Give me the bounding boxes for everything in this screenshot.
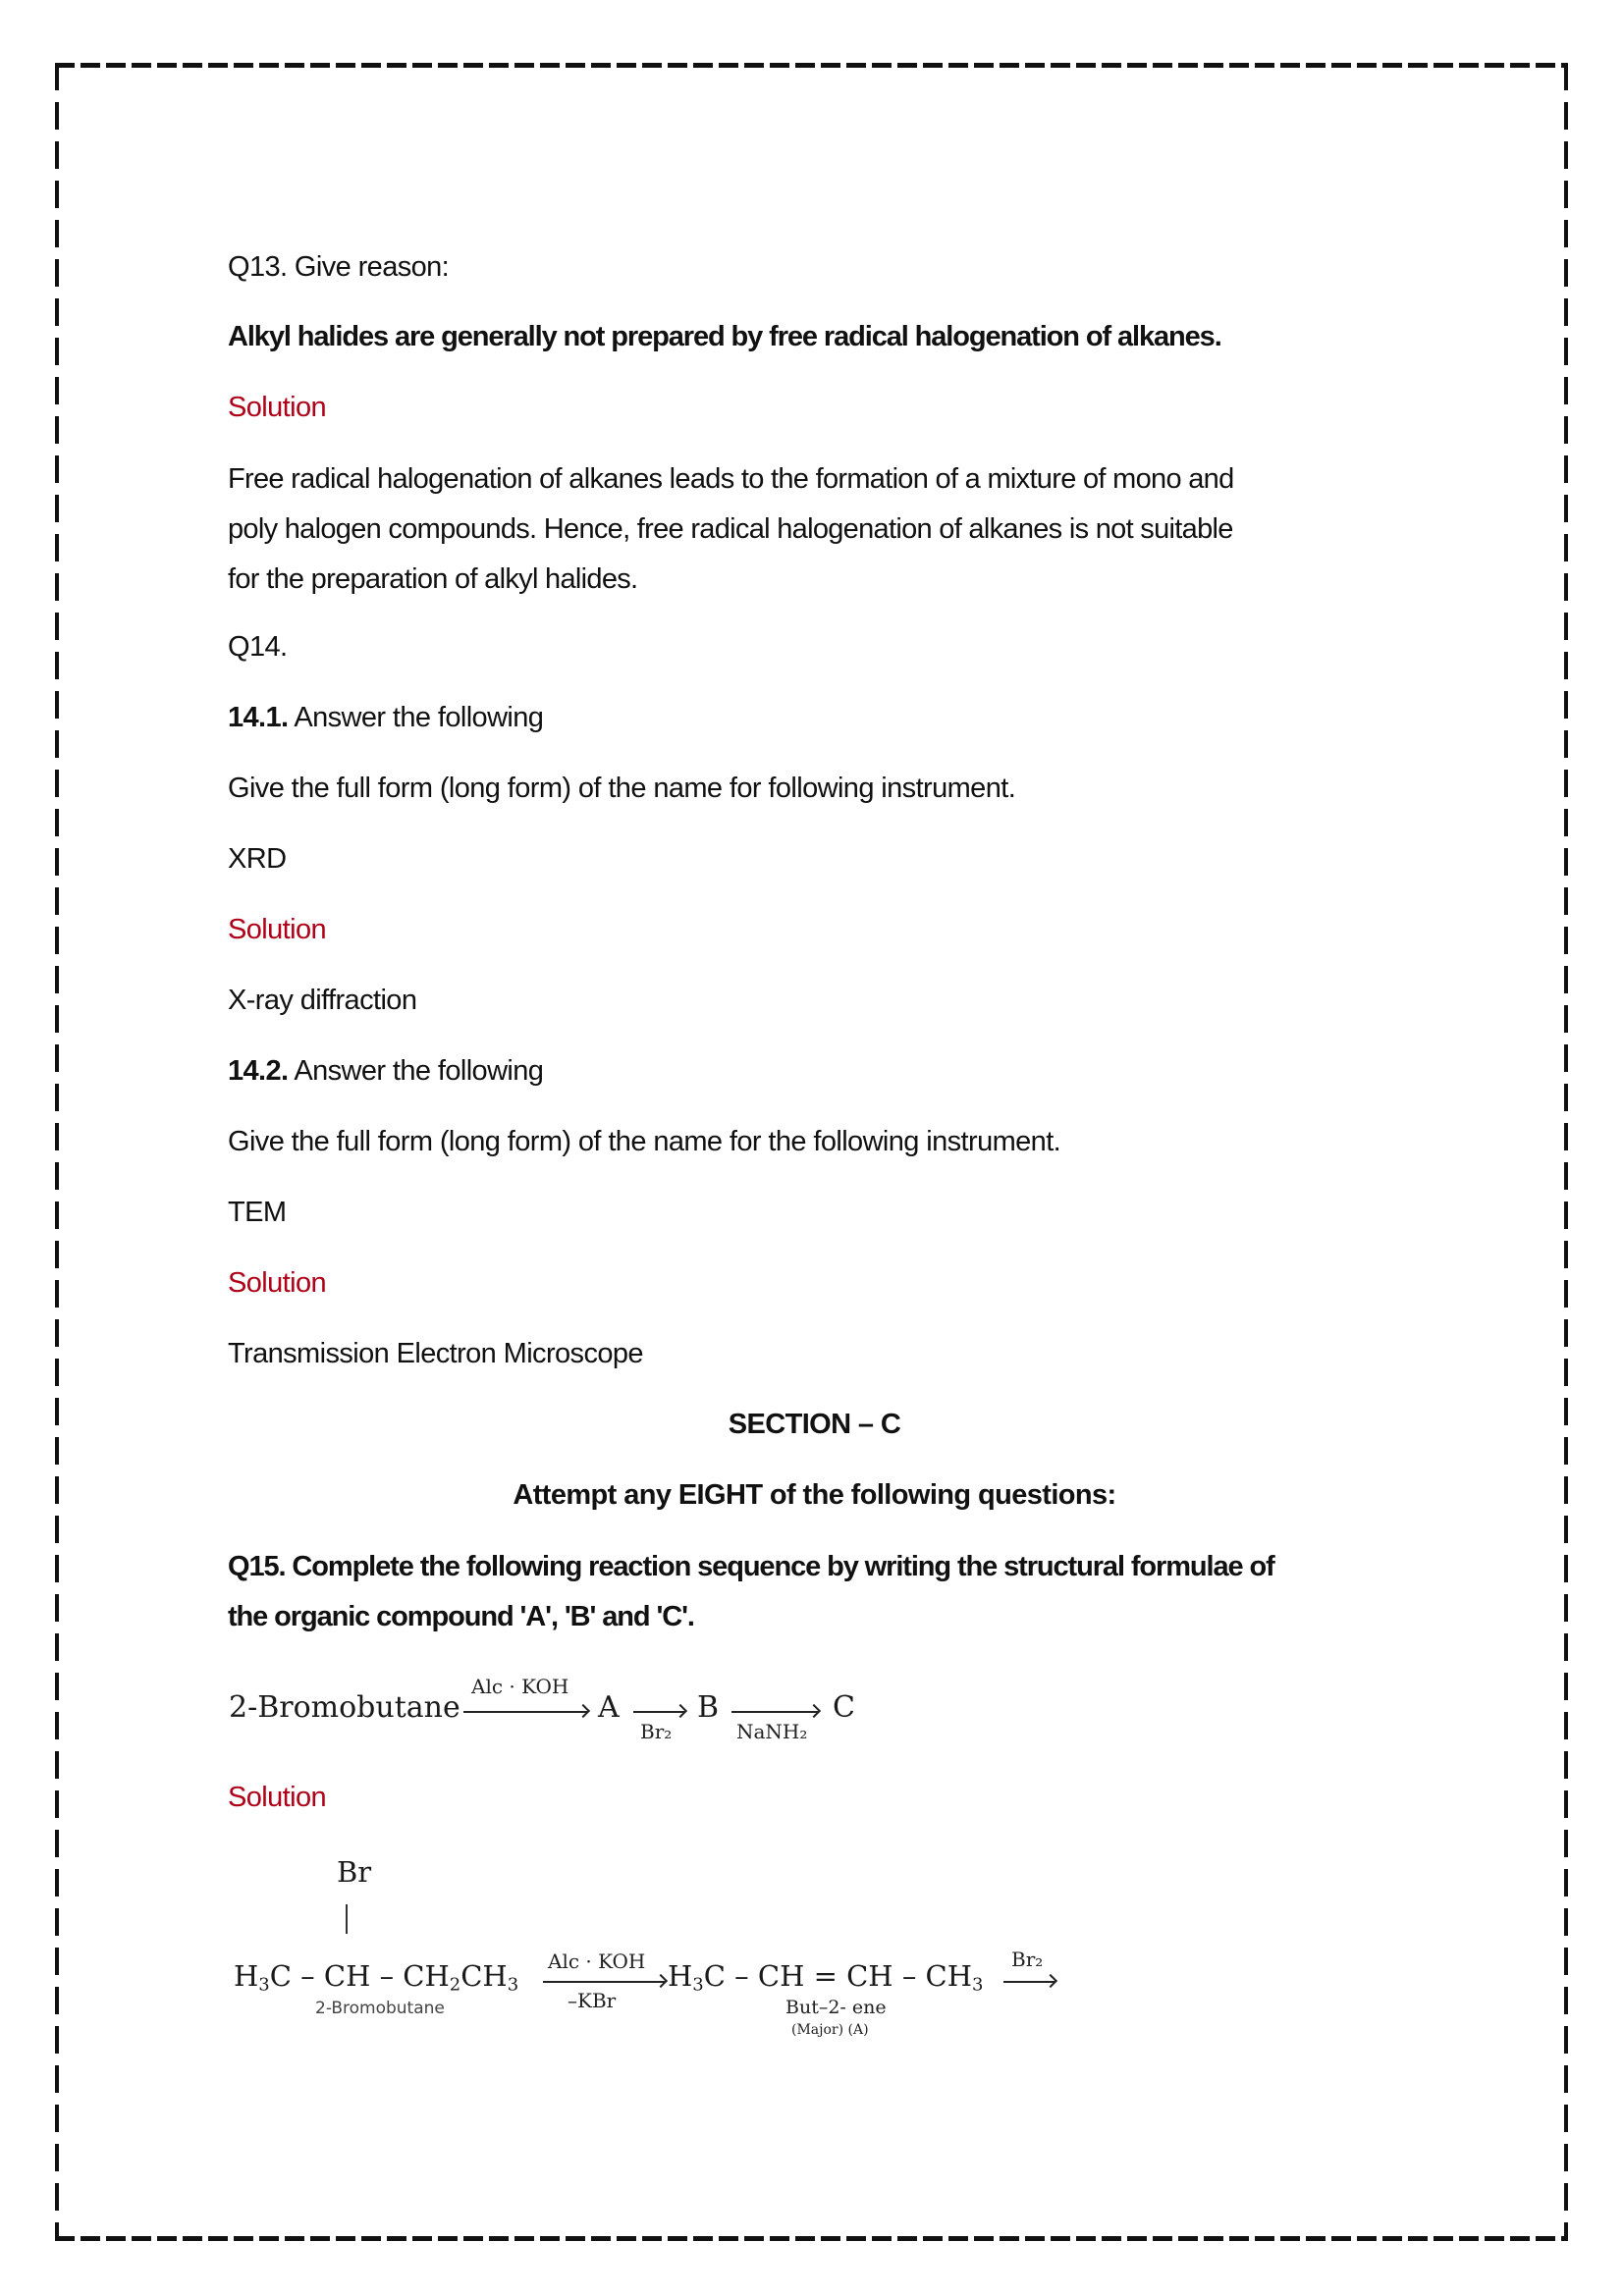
reactant-h3c: $H_3C$ bbox=[234, 1959, 292, 1996]
q14-1-instruction: Answer the following bbox=[294, 702, 544, 733]
scheme-product-a: A bbox=[598, 1690, 620, 1725]
q15-question-line: the organic compound 'A', 'B' and 'C'. bbox=[228, 1601, 694, 1632]
q14-2-question: Give the full form (long form) of the name for the following instrument. bbox=[228, 1126, 1061, 1157]
q15-solution-label: Solution bbox=[228, 1782, 326, 1813]
q13-answer-line: Free radical halogenation of alkanes leads to the formation of a mixture of mono and bbox=[228, 463, 1234, 495]
product-ch: CH bbox=[757, 1959, 805, 1993]
scheme-step2-reagent: Br₂ bbox=[640, 1720, 673, 1743]
solution-arrow-2 bbox=[1003, 1981, 1055, 1983]
reactant-ch: CH bbox=[323, 1959, 371, 1993]
q13-heading: Q13. Give reason: bbox=[228, 251, 450, 283]
product-ch3: $CH_3$ bbox=[925, 1959, 984, 1996]
vertical-bond bbox=[346, 1904, 348, 1934]
q14-1-question: Give the full form (long form) of the name for following instrument. bbox=[228, 773, 1016, 804]
scheme-arrow-3 bbox=[731, 1711, 818, 1713]
q14-2-number: 14.2. bbox=[228, 1055, 289, 1087]
border-left bbox=[55, 63, 59, 2241]
product-h3c: $H_3C$ bbox=[668, 1959, 726, 1996]
bromo-substituent: Br bbox=[337, 1855, 372, 1889]
q14-1-title bbox=[228, 702, 543, 734]
scheme-step1-reagent: Alc · KOH bbox=[471, 1675, 569, 1698]
product-bond: – bbox=[901, 1959, 917, 1993]
border-top bbox=[55, 63, 1568, 68]
product-formula bbox=[668, 1959, 983, 1995]
border-right bbox=[1564, 63, 1568, 2241]
q15-question bbox=[228, 1542, 1406, 1642]
q14-1-solution-label: Solution bbox=[228, 914, 326, 945]
reactant-formula bbox=[234, 1959, 518, 1995]
reactant-bond: – bbox=[300, 1959, 315, 1993]
product-subcaption: (Major) (A) bbox=[791, 2022, 869, 2038]
product-ch: CH bbox=[846, 1959, 893, 1993]
scheme-start: 2-Bromobutane bbox=[229, 1690, 460, 1725]
q14-heading: Q14. bbox=[228, 631, 288, 663]
q13-answer bbox=[228, 454, 1406, 605]
scheme-arrow-1 bbox=[463, 1711, 587, 1713]
q13-solution-label: Solution bbox=[228, 392, 326, 423]
reactant-caption: 2-Bromobutane bbox=[315, 1999, 445, 2018]
q13-answer-line: for the preparation of alkyl halides. bbox=[228, 563, 638, 595]
q14-2-title bbox=[228, 1055, 543, 1088]
q13-question: Alkyl halides are generally not prepared by free radical halogenation of alkanes. bbox=[228, 321, 1221, 352]
q14-1-number: 14.1. bbox=[228, 702, 289, 733]
q13-answer-line: poly halogen compounds. Hence, free radical halogenation of alkanes is not suitable bbox=[228, 513, 1233, 545]
section-c-title: SECTION – C bbox=[728, 1409, 901, 1440]
product-double-bond: = bbox=[813, 1959, 838, 1993]
q14-2-answer: Transmission Electron Microscope bbox=[228, 1338, 643, 1369]
scheme-product-b: B bbox=[697, 1690, 720, 1725]
arrow2-top-label: Br₂ bbox=[1011, 1948, 1044, 1971]
section-c-instruction: Attempt any EIGHT of the following questions: bbox=[513, 1479, 1116, 1511]
q14-2-solution-label: Solution bbox=[228, 1267, 326, 1299]
reactant-bond: – bbox=[379, 1959, 395, 1993]
q14-1-answer: X-ray diffraction bbox=[228, 985, 417, 1016]
q14-2-instruction: Answer the following bbox=[294, 1055, 544, 1087]
scheme-step3-reagent: NaNH₂ bbox=[736, 1720, 808, 1743]
solution-arrow-1 bbox=[543, 1981, 665, 1983]
product-bond: – bbox=[734, 1959, 749, 1993]
border-bottom bbox=[55, 2236, 1568, 2241]
reactant-ch2ch3: $CH_2CH_3$ bbox=[403, 1959, 519, 1996]
q14-2-term: TEM bbox=[228, 1197, 287, 1228]
scheme-arrow-2 bbox=[633, 1711, 684, 1713]
q14-1-term: XRD bbox=[228, 843, 287, 875]
q15-question-line: Q15. Complete the following reaction sequence by writing the structural formulae of bbox=[228, 1551, 1274, 1582]
arrow1-top-label: Alc · KOH bbox=[548, 1949, 646, 1973]
scheme-product-c: C bbox=[833, 1690, 855, 1725]
arrow1-bottom-label: –KBr bbox=[568, 1989, 617, 2012]
product-caption: But–2- ene bbox=[785, 1997, 887, 2018]
